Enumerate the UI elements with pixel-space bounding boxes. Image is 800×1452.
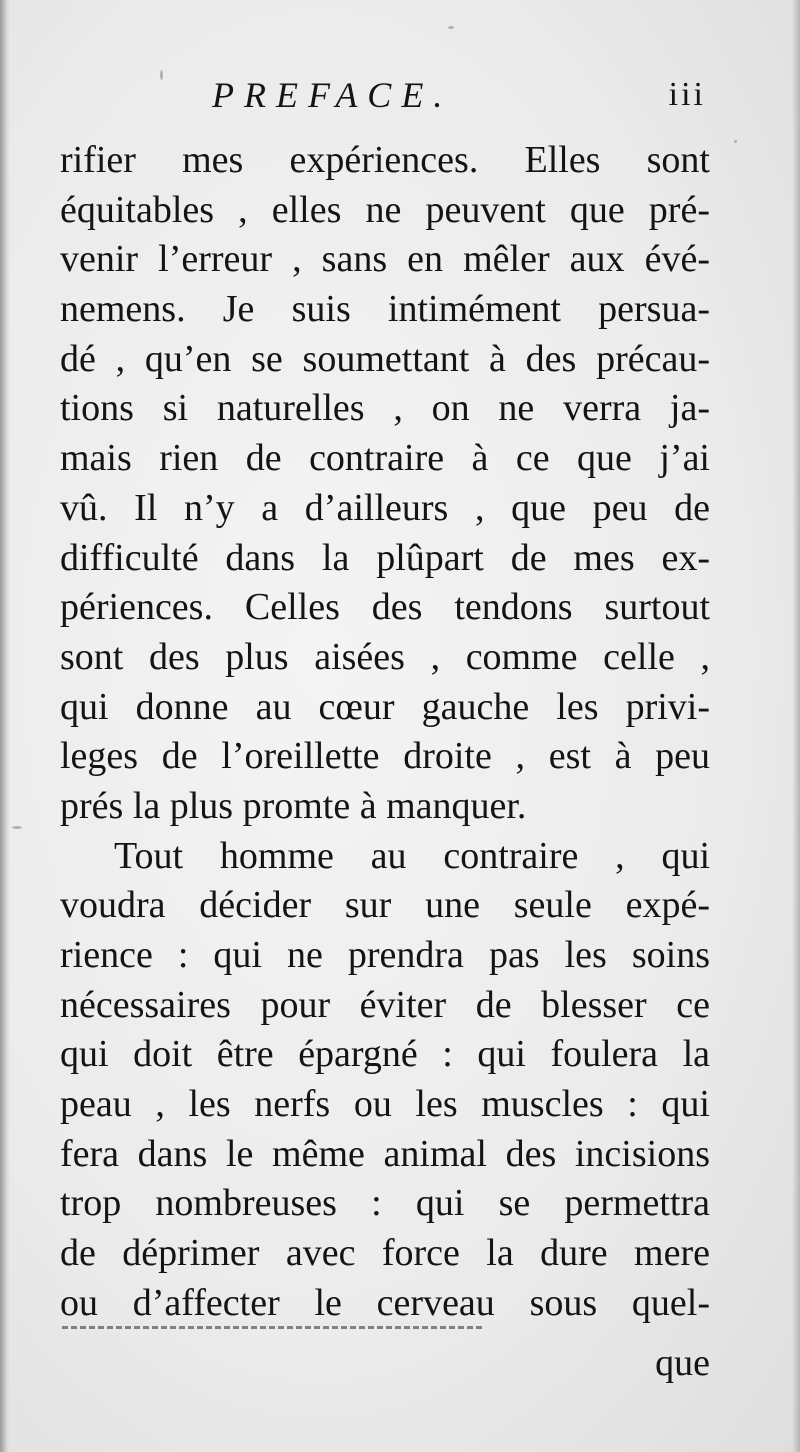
text-line: mais rien de contraire à ce que j’ai (60, 437, 710, 480)
paragraph-last-line: prés la plus promte à manquer. (60, 784, 527, 827)
text-line: ou d’affecter le cerveau sous quel- (60, 1281, 710, 1324)
text-line: périences. Celles des tendons surtout (60, 586, 710, 629)
body-text (60, 136, 710, 1329)
text-line: qui doit être épargné : qui foulera la (60, 1033, 710, 1076)
text-line: leges de l’oreillette droite , est à peu (60, 735, 710, 778)
text-line: venir l’erreur , sans en mêler aux évé- (60, 238, 710, 281)
paragraph-first-line: Tout homme au contraire , qui (114, 834, 710, 877)
text-line: difficulté dans la plûpart de mes ex- (60, 536, 710, 579)
text-line: de déprimer avec force la dure mere (60, 1232, 710, 1275)
text-line: nemens. Je suis intimément persua- (60, 288, 710, 331)
text-line: dé , qu’en se soumettant à des précau- (60, 337, 710, 380)
pencil-underline (62, 1326, 482, 1333)
catchword: que (655, 1342, 710, 1384)
ink-speck (160, 70, 163, 80)
text-line: tions si naturelles , on ne verra ja- (60, 387, 710, 430)
text-line: nécessaires pour éviter de blesser ce (60, 983, 710, 1026)
text-line: qui donne au cœur gauche les privi- (60, 685, 710, 728)
text-line: peau , les nerfs ou les muscles : qui (60, 1083, 710, 1126)
ink-speck (734, 140, 737, 143)
text-line: sont des plus aisées , comme celle , (60, 635, 710, 678)
page-number: iii (668, 76, 706, 113)
text-line: trop nombreuses : qui se permettra (60, 1182, 710, 1225)
text-line: voudra décider sur une seule expé- (60, 884, 710, 927)
text-line: rifier mes expériences. Elles sont (60, 139, 710, 181)
text-line: rience : qui ne prendra pas les soins (60, 934, 710, 976)
ink-speck (448, 26, 454, 29)
text-line: fera dans le même animal des incisions (60, 1132, 710, 1175)
text-line: équitables , elles ne peuvent que pré- (60, 188, 710, 231)
ink-speck (12, 826, 22, 829)
text-line: vû. Il n’y a d’ailleurs , que peu de (60, 486, 710, 529)
page-gutter-shadow (0, 0, 10, 1452)
page-header (0, 70, 800, 120)
page-edge-shadow (792, 0, 800, 1452)
running-head: PREFACE. (212, 75, 453, 115)
